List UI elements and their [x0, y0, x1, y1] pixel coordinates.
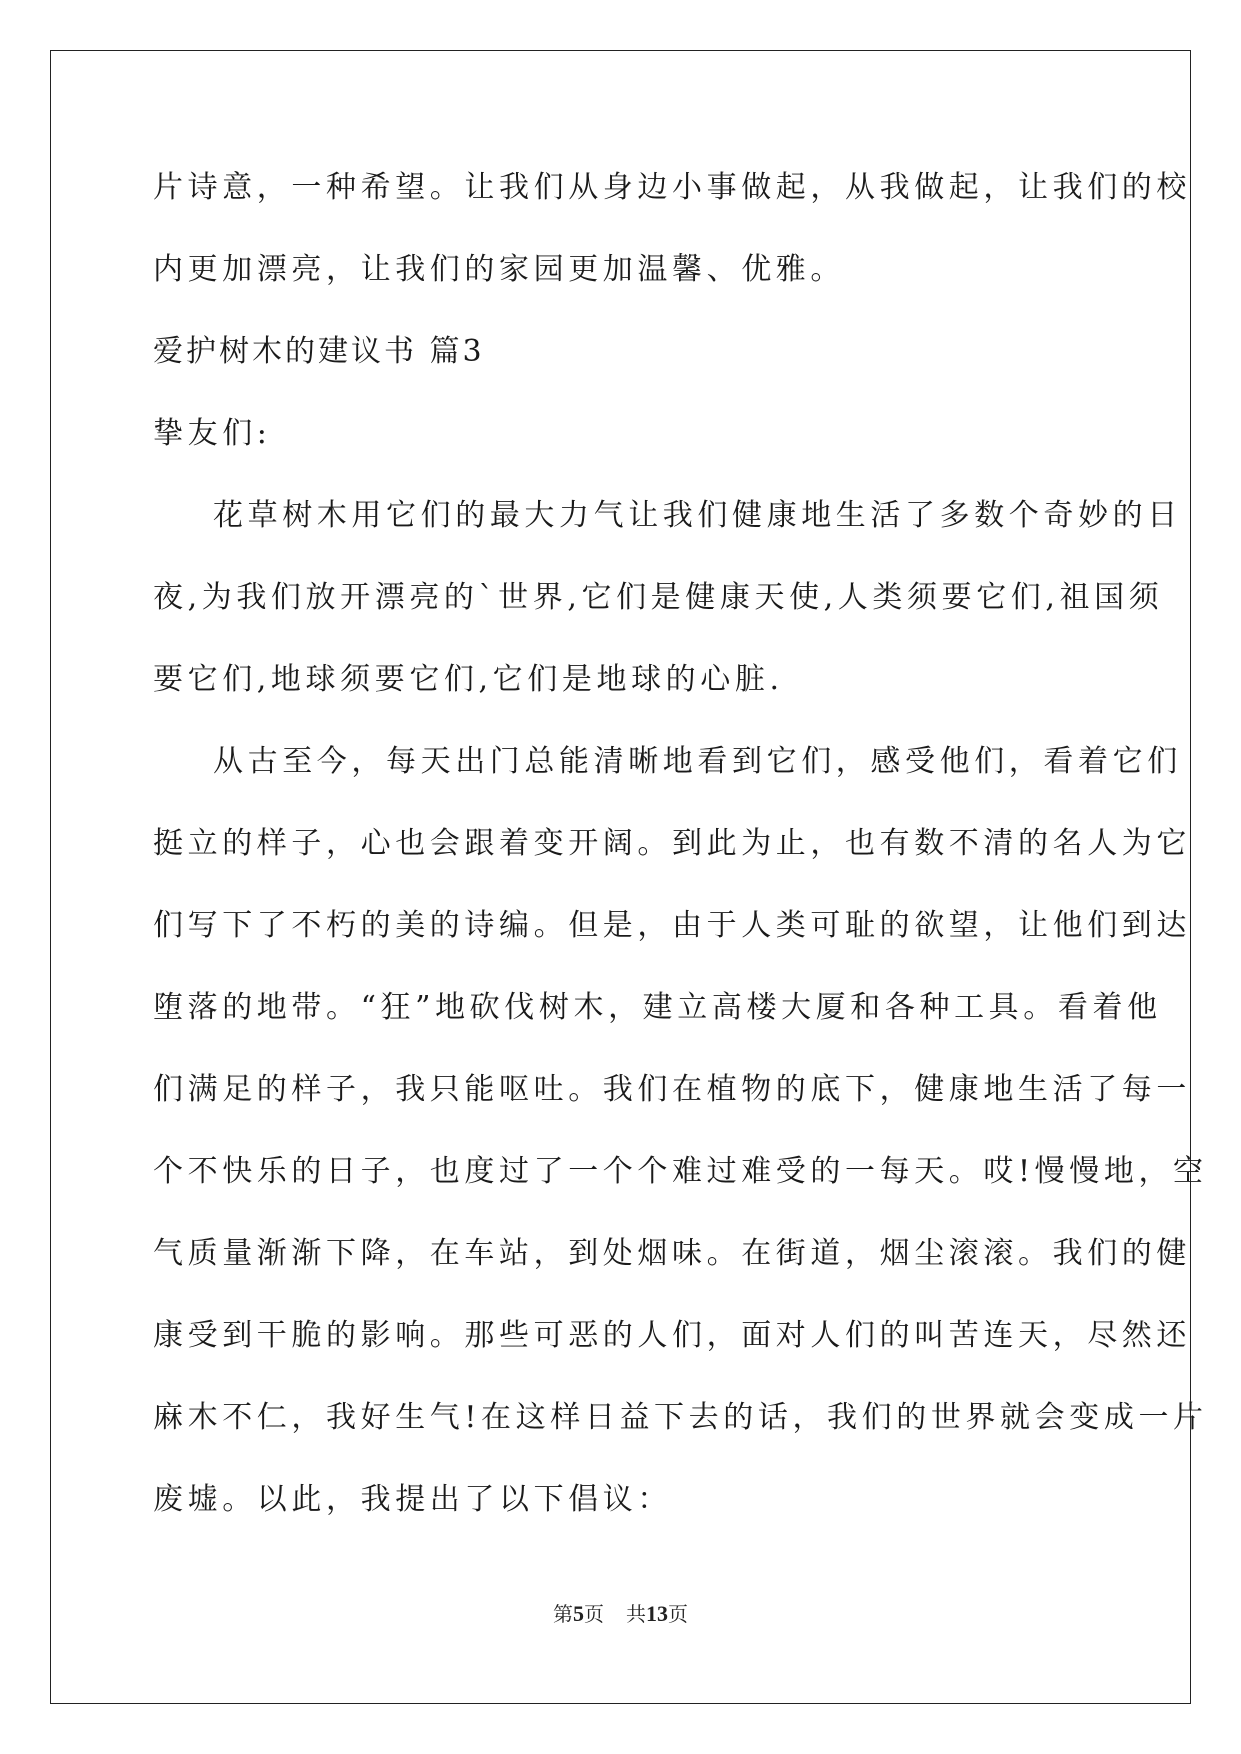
paragraph-line: 挺立的样子，心也会跟着变开阔。到此为止，也有数不清的名人为它: [153, 826, 1191, 861]
page-prefix: 第: [553, 1602, 573, 1626]
paragraph-line: 们满足的样子，我只能呕吐。我们在植物的底下，健康地生活了每一: [153, 1072, 1191, 1107]
page-total: 13: [646, 1601, 668, 1626]
paragraph-line: 花草树木用它们的最大力气让我们健康地生活了多数个奇妙的日: [213, 498, 1182, 533]
paragraph-line: 片诗意，一种希望。让我们从身边小事做起，从我做起，让我们的校: [153, 170, 1191, 205]
paragraph-line: 气质量渐渐下降，在车站，到处烟味。在街道，烟尘滚滚。我们的健: [153, 1236, 1191, 1271]
paragraph-line: 废墟。以此，我提出了以下倡议：: [153, 1482, 672, 1517]
total-suffix: 页: [668, 1602, 688, 1626]
paragraph-line: 康受到干脆的影响。那些可恶的人们，面对人们的叫苦连天，尽然还: [153, 1318, 1191, 1353]
paragraph-line: 从古至今，每天出门总能清晰地看到它们，感受他们，看着它们: [213, 744, 1182, 779]
page-suffix: 页: [584, 1602, 604, 1626]
page-footer: [0, 1598, 1241, 1627]
salutation: 挚友们:: [153, 416, 272, 451]
paragraph-line: 堕落的地带。“狂”地砍伐树木，建立高楼大厦和各种工具。看着他: [153, 990, 1162, 1025]
page-number: 5: [573, 1601, 584, 1626]
paragraph-line: 个不快乐的日子，也度过了一个个难过难受的一每天。哎!慢慢地，空: [153, 1154, 1208, 1189]
paragraph-line: 夜,为我们放开漂亮的`世界,它们是健康天使,人类须要它们,祖国须: [153, 580, 1164, 615]
document-body: [153, 160, 1208, 1554]
paragraph-line: 要它们,地球须要它们,它们是地球的心脏.: [153, 662, 784, 697]
paragraph-line: 麻木不仁，我好生气!在这样日益下去的话，我们的世界就会变成一片: [153, 1400, 1208, 1435]
paragraph-line: 内更加漂亮，让我们的家园更加温馨、优雅。: [153, 252, 845, 287]
section-heading: 爱护树木的建议书 篇3: [153, 334, 485, 369]
total-prefix: 共: [626, 1602, 646, 1626]
paragraph-line: 们写下了不朽的美的诗编。但是，由于人类可耻的欲望，让他们到达: [153, 908, 1191, 943]
